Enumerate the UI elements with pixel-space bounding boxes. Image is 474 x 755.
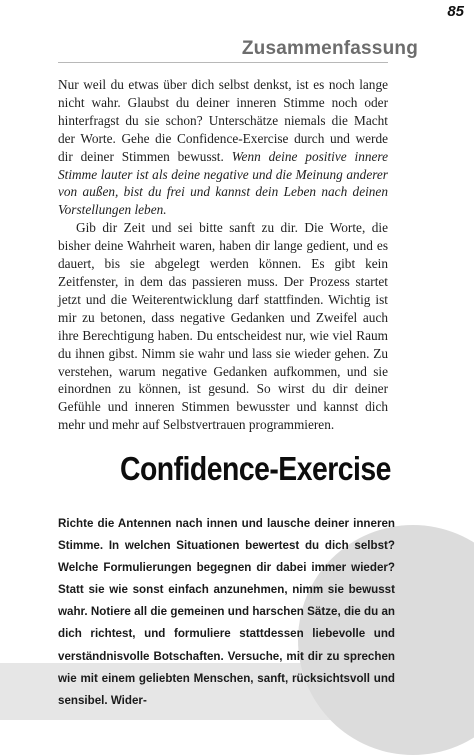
exercise-title: Confidence-Exercise bbox=[120, 450, 391, 487]
body-text bbox=[58, 76, 388, 434]
header-divider bbox=[58, 62, 388, 63]
section-header: Zusammenfassung bbox=[241, 38, 418, 59]
exercise-box bbox=[58, 513, 395, 712]
page-number: 85 bbox=[447, 3, 464, 20]
paragraph-1-text: Nur weil du etwas über dich selbst denkst, ist es noch lange nicht wahr. Glaubst du deiner inneren Stimme noch oder hinterfragst du sie schon? Unterschätze niemals die Macht der Worte. Gehe die Confidence-Exercise durch und werde dir deiner Stimmen bewusst. bbox=[58, 77, 388, 164]
exercise-text: Richte die Antennen nach innen und lausche deiner inneren Stimme. In welchen Situationen bewertest du dich selbst? Welche Formulierungen begegnen dir dabei immer wieder? Statt sie wie sonst einfach anzunehmen, nimm sie bewusst wahr. Notiere all die gemeinen und harschen Sätze, die du an dich richtest, und formuliere stattdessen liebevolle und verständnisvolle Botschaften. Versuche, mit dir zu sprechen wie mit einem geliebten Menschen, sanft, rücksichtsvoll und sensibel. Wider- bbox=[58, 517, 395, 707]
paragraph-1 bbox=[58, 76, 388, 219]
paragraph-1-italic: Wenn deine positive innere Stimme lauter ist als deine negative und die Meinung anderer von außen, bist du frei und kannst dein Leben nach deinen Vorstellungen leben. bbox=[58, 148, 389, 218]
paragraph-2: Gib dir Zeit und sei bitte sanft zu dir. Die Worte, die bisher deine Wahrheit waren, haben dir lange gedient, und es dauert, bis sie abgelegt werden können. Es gibt kein Zeitfenster, in dem das passieren muss. Der Prozess startet jetzt und die Weiterentwicklung darf stattfinden. Wichtig ist mir zu betonen, dass negative Gedanken und Zweifel auch ihre Berechtigung haben. Du entscheidest nur, wie viel Raum du ihnen gibst. Nimm sie wahr und lass sie wieder gehen. Zu verstehen, warum negative Gedanken aufkommen, und sie einordnen zu können, ist gesund. So wirst du dir deiner Gefühle und inneren Stimmen bewusster und kannst dich mehr und mehr auf Selbstvertrauen programmieren. bbox=[58, 220, 388, 433]
